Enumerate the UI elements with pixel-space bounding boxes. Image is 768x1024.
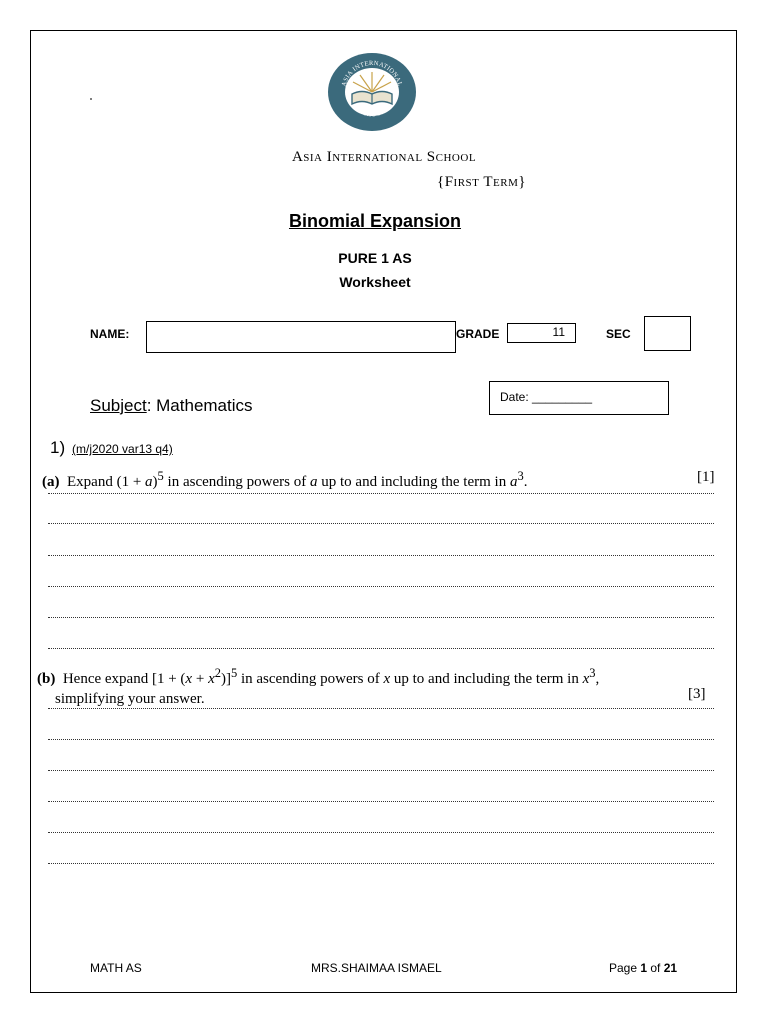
part-a-text: (a) Expand $(1 + a)^5$ in ascending powers of a up to and including the term in $a^3$. bbox=[42, 469, 528, 490]
answer-line[interactable] bbox=[48, 586, 714, 587]
question-number: 1) bbox=[50, 438, 66, 457]
name-field[interactable] bbox=[146, 321, 456, 353]
course-label: PURE 1 AS bbox=[338, 250, 412, 266]
subject-value: : Mathematics bbox=[146, 396, 253, 415]
page-total: 21 bbox=[663, 961, 678, 975]
school-name: Asia International School bbox=[291, 149, 477, 165]
logo-text-top: ASIA INTERNATIONAL bbox=[340, 59, 404, 88]
answer-line[interactable] bbox=[48, 617, 714, 618]
answer-line[interactable] bbox=[48, 708, 714, 709]
answer-line[interactable] bbox=[48, 493, 714, 494]
date-field[interactable]: Date: _________ bbox=[489, 381, 669, 415]
answer-line[interactable] bbox=[48, 832, 714, 833]
page-of: of bbox=[647, 961, 664, 975]
answer-line[interactable] bbox=[48, 863, 714, 864]
worksheet-title: Binomial Expansion bbox=[288, 211, 462, 231]
part-a-label: (a) bbox=[42, 474, 60, 490]
stray-dot bbox=[90, 98, 92, 100]
sec-field[interactable] bbox=[644, 316, 691, 351]
part-a-marks: [1] bbox=[697, 469, 715, 485]
page-border bbox=[30, 30, 737, 993]
worksheet-type: Worksheet bbox=[339, 274, 411, 290]
sec-label: SEC bbox=[606, 327, 631, 341]
answer-line[interactable] bbox=[48, 523, 714, 524]
term-label: {First Term} bbox=[437, 174, 527, 190]
subject-label: Subject bbox=[90, 396, 147, 415]
answer-line[interactable] bbox=[48, 555, 714, 556]
grade-label: GRADE bbox=[456, 327, 500, 341]
question-source: (m/j2020 var13 q4) bbox=[72, 442, 173, 456]
subject-line bbox=[90, 396, 253, 416]
part-b-marks: [3] bbox=[688, 686, 706, 702]
footer-page-number bbox=[609, 961, 677, 975]
grade-field[interactable]: 11 bbox=[507, 323, 576, 343]
part-b-label: (b) bbox=[37, 671, 56, 687]
answer-line[interactable] bbox=[48, 739, 714, 740]
answer-line[interactable] bbox=[48, 648, 714, 649]
logo-text-bottom: SCHOOL bbox=[357, 107, 387, 119]
footer-teacher: MRS.SHAIMAA ISMAEL bbox=[311, 961, 442, 975]
school-logo bbox=[327, 52, 417, 132]
part-b-text: (b) Hence expand $[1 + (x + x^2)]^5$ in ascending powers of x up to and including the term in $x^3$, simplifying your answer. bbox=[37, 666, 600, 707]
answer-line[interactable] bbox=[48, 770, 714, 771]
page-prefix: Page bbox=[609, 961, 641, 975]
page-current: 1 bbox=[640, 961, 648, 975]
footer-subject: MATH AS bbox=[90, 961, 142, 975]
name-label: NAME: bbox=[90, 327, 130, 341]
answer-line[interactable] bbox=[48, 801, 714, 802]
